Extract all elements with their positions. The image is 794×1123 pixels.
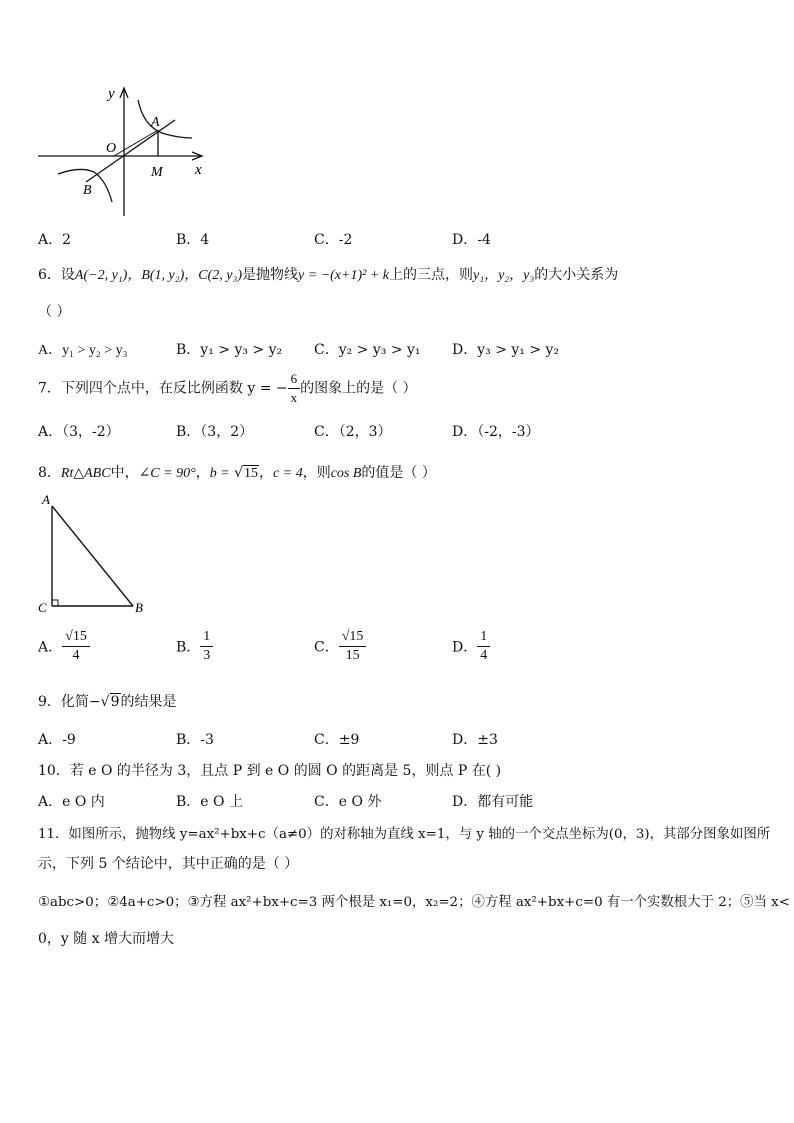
label-y: y xyxy=(108,86,115,102)
side-ab xyxy=(52,506,133,606)
q10-option-a[interactable]: A．e O 内 xyxy=(38,794,105,810)
label-b: B xyxy=(135,600,143,615)
q9-option-a[interactable]: A．-9 xyxy=(38,732,76,748)
q8-stem: 8．Rt△ABC中，∠C = 90°，b = √15，c = 4，则cos B的值是（ ） xyxy=(38,465,436,481)
q5-option-a[interactable]: A．2 xyxy=(38,232,72,248)
q11-line-1: 11．如图所示，抛物线 y=ax²+bx+c（a≠0）的对称轴为直线 x=1，与 y 轴的一个交点坐标为(0，3)，其部分图象如图所 xyxy=(38,827,771,842)
segment-om xyxy=(114,130,158,156)
q8-option-c[interactable]: C． $\frac{√15}{15}$ xyxy=(314,628,366,665)
q10-option-d[interactable]: D．都有可能 xyxy=(452,794,534,810)
q11-conclusions: ①abc>0；②4a+c>0；③方程 ax²+bx+c=3 两个根是 x₁=0，x₂=2；④方程 ax²+bx+c=0 有一个实数根大于 2；⑤当 x< xyxy=(38,895,790,910)
q11-line-2: 示，下列 5 个结论中，其中正确的是（ ） xyxy=(38,856,299,872)
q8-triangle-figure xyxy=(30,490,160,620)
label-b: B xyxy=(83,183,92,198)
q11-conclusions-cont: 0，y 随 x 增大而增大 xyxy=(38,931,175,947)
q10-option-c[interactable]: C．e O 外 xyxy=(314,794,382,810)
q5-figure xyxy=(30,82,220,222)
q10-option-b[interactable]: B．e O 上 xyxy=(176,794,243,810)
q5-option-c[interactable]: C．-2 xyxy=(314,232,353,248)
q5-option-d[interactable]: D．-4 xyxy=(452,232,491,248)
label-c: C xyxy=(38,600,47,615)
q7-stem: 7．下列四个点中，在反比例函数 y = − $\frac{6}{x}$ 的图象上的是（ ） xyxy=(38,371,417,405)
q6-option-d[interactable]: D．y₃ > y₁ > y₂ xyxy=(452,342,560,358)
q7-option-b[interactable]: B．（3，2） xyxy=(176,424,254,440)
q9-option-b[interactable]: B．-3 xyxy=(176,732,214,748)
label-o: O xyxy=(106,141,117,156)
label-a: A xyxy=(42,492,50,507)
q7-option-d[interactable]: D．（-2，-3） xyxy=(452,424,540,440)
q7-option-c[interactable]: C．（2，3） xyxy=(314,424,392,440)
q6-option-b[interactable]: B．y₁ > y₃ > y₂ xyxy=(176,342,283,358)
q6-option-c[interactable]: C．y₂ > y₃ > y₁ xyxy=(314,342,421,358)
label-a: A xyxy=(151,115,160,130)
q6-answer-paren: （ ） xyxy=(38,304,71,320)
label-x: x xyxy=(195,162,202,178)
q9-option-c[interactable]: C．±9 xyxy=(314,732,360,748)
q6-stem: 6．设A(−2, y₁)，B(1, y₂)，C(2, y₃)是抛物线y = −(x+1)² + k上的三点，则y₁，y₂，y₃的大小关系为 xyxy=(38,267,619,283)
q9-option-d[interactable]: D．±3 xyxy=(452,732,498,748)
right-angle-mark xyxy=(52,600,58,606)
q7-option-a[interactable]: A．（3，-2） xyxy=(38,424,120,440)
label-m: M xyxy=(151,165,163,180)
q10-stem: 10．若 e O 的半径为 3，且点 P 到 e O 的圆 O 的距离是 5，则点 P 在( ) xyxy=(38,763,502,779)
q8-option-d[interactable]: D． $\frac{1}{4}$ xyxy=(452,628,490,665)
q8-option-b[interactable]: B． $\frac{1}{3}$ xyxy=(176,628,213,665)
hyperbola-branch-1 xyxy=(138,100,192,138)
q9-stem: 9．化简−√9的结果是 xyxy=(38,694,177,710)
q8-option-a[interactable]: A． $\frac{√15}{4}$ xyxy=(38,628,90,665)
q6-option-a[interactable]: A．y₁ > y₂ > y₃ xyxy=(38,343,128,358)
q5-option-b[interactable]: B．4 xyxy=(176,232,210,248)
